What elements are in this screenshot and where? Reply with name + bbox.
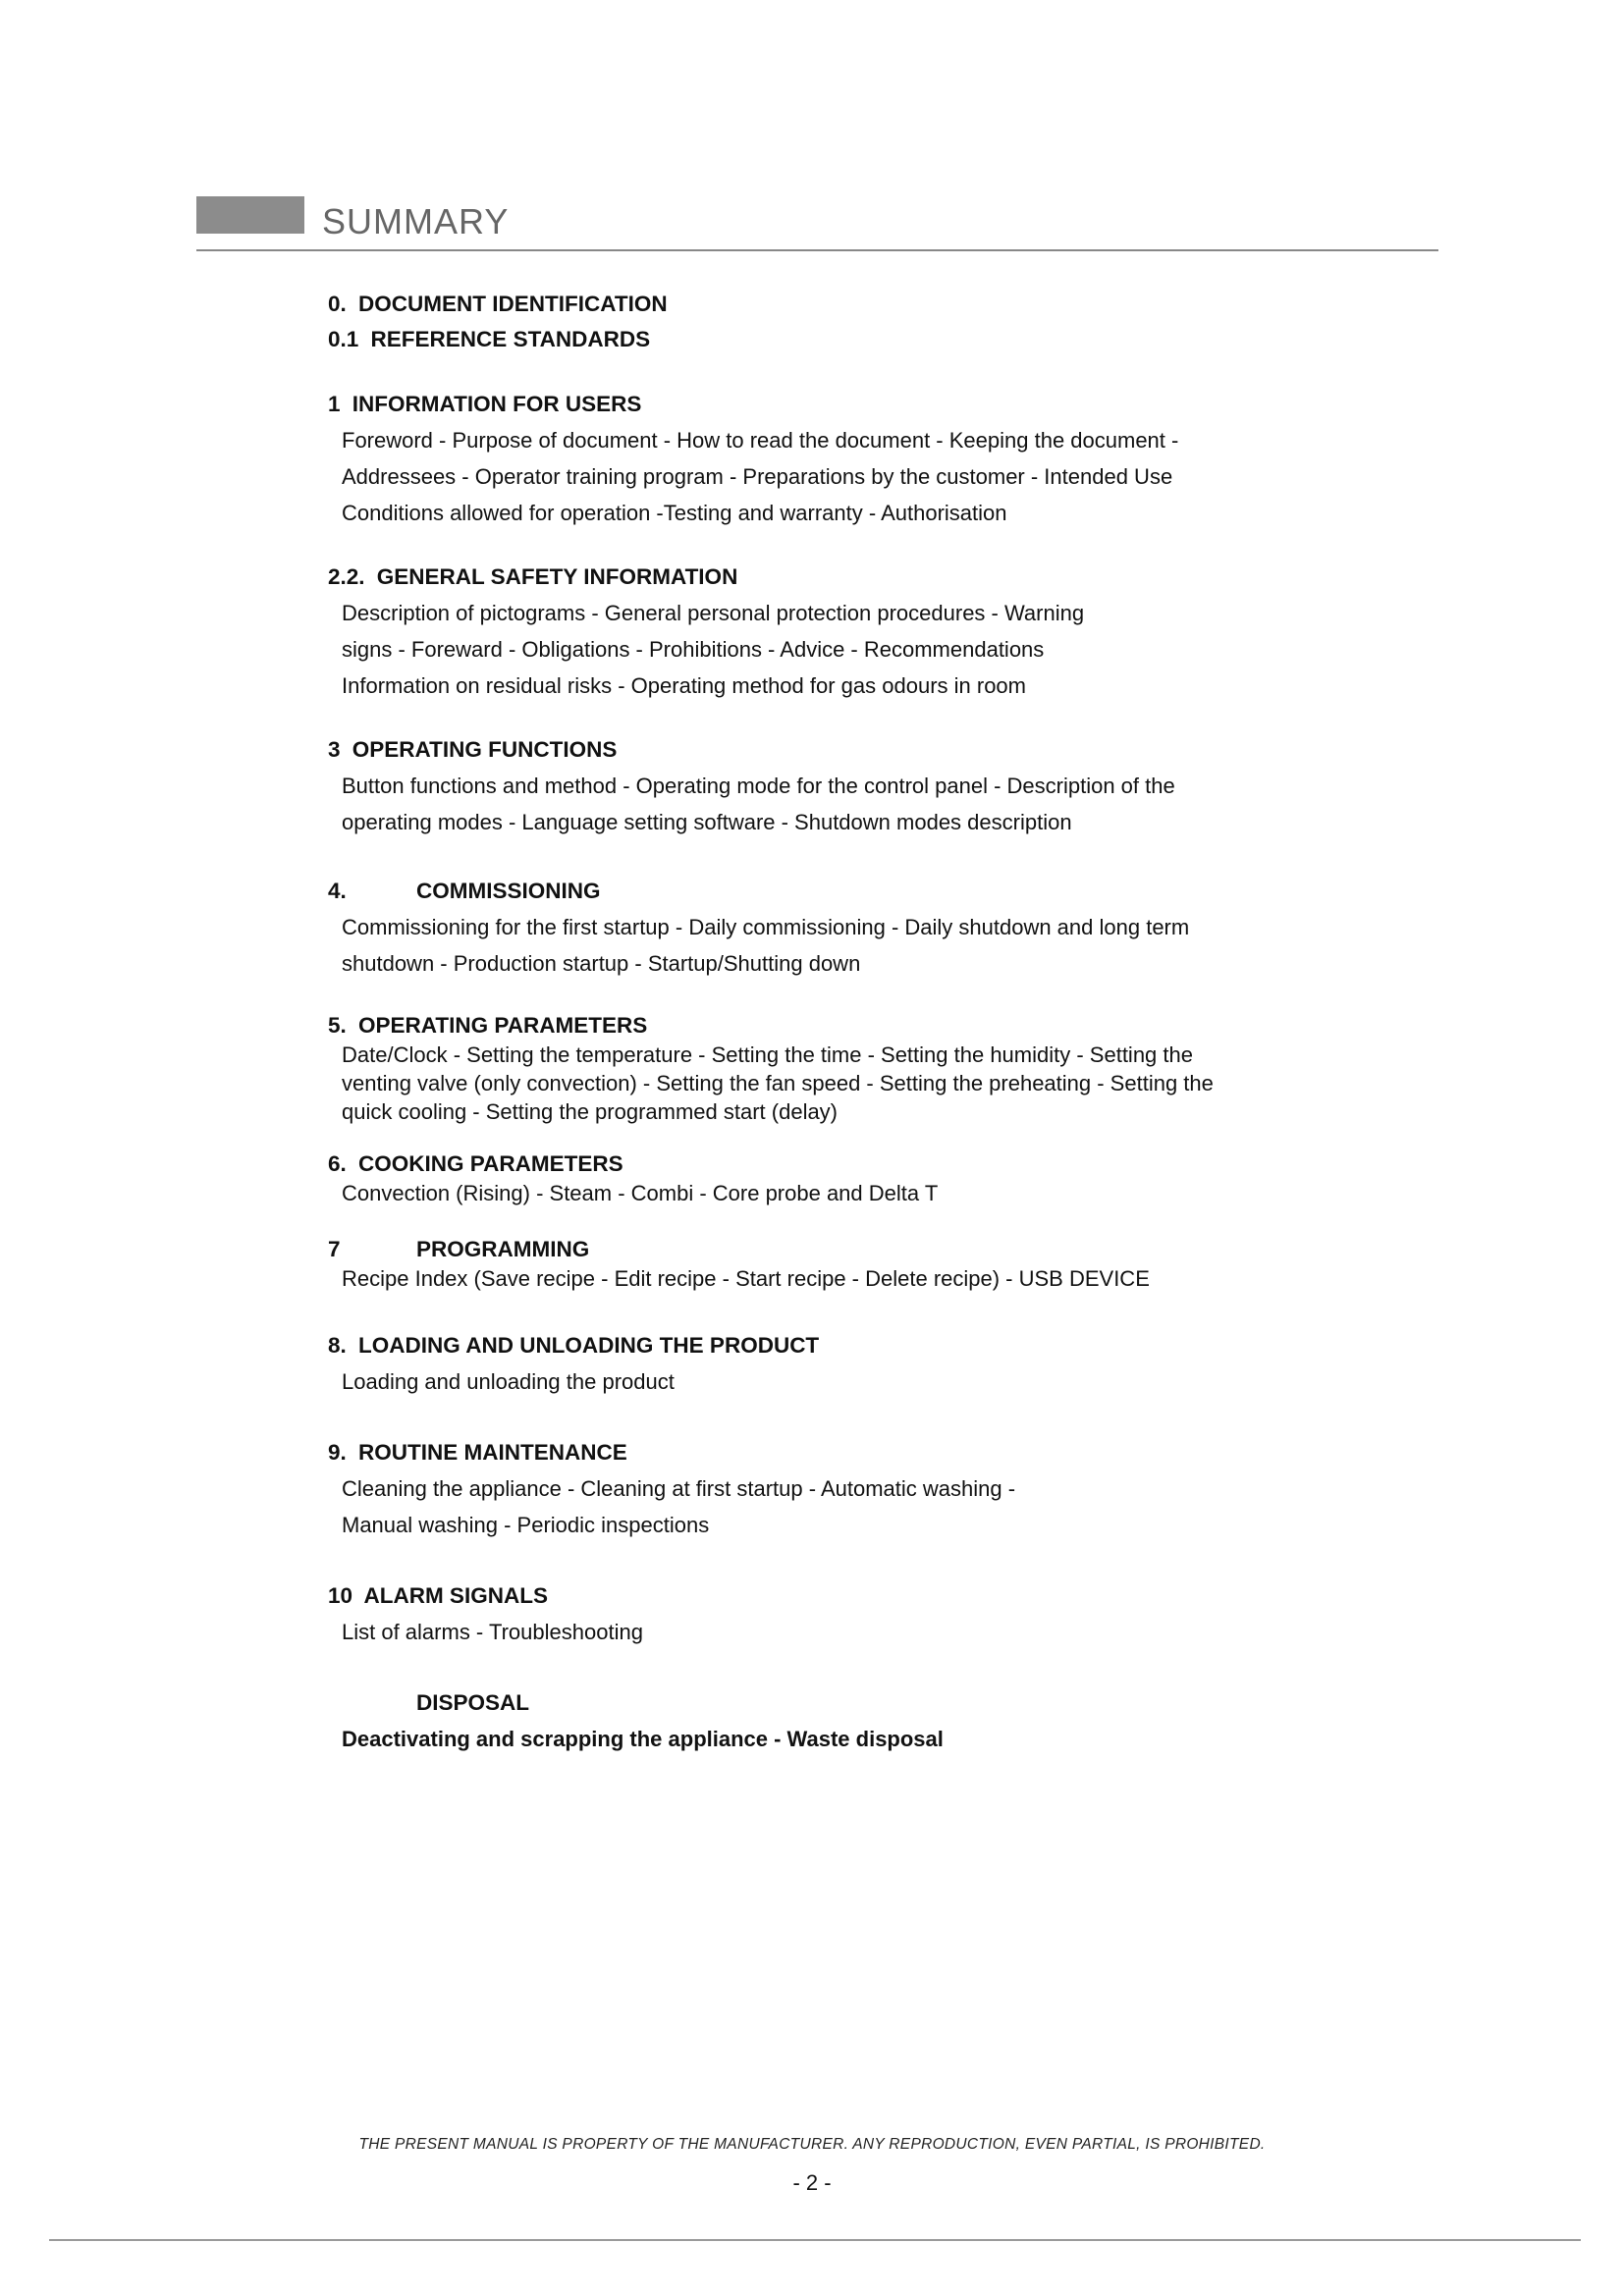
section-number: 3	[328, 737, 341, 762]
section-title: LOADING AND UNLOADING THE PRODUCT	[358, 1333, 820, 1358]
section-description-line: Description of pictograms - General personal protection procedures - Warning	[342, 601, 1085, 625]
toc-section-2-2	[328, 560, 1418, 704]
section-title: INFORMATION FOR USERS	[352, 392, 642, 416]
section-description-line: Deactivating and scrapping the appliance - Waste disposal	[342, 1727, 944, 1751]
toc-section-0	[328, 287, 1418, 322]
section-heading	[416, 1685, 1418, 1721]
toc-section-0-1	[328, 322, 1418, 357]
summary-header	[196, 196, 1438, 255]
page-title: SUMMARY	[322, 201, 510, 241]
section-description-line: operating modes - Language setting software - Shutdown modes description	[342, 810, 1072, 834]
section-number: 2.2.	[328, 564, 365, 589]
section-number: 8.	[328, 1333, 347, 1358]
section-description-line: quick cooling - Setting the programmed start (delay)	[342, 1099, 839, 1124]
section-title: PROGRAMMING	[416, 1237, 590, 1261]
section-heading	[328, 1435, 1418, 1470]
section-number: 9.	[328, 1440, 347, 1465]
toc-section-disposal	[328, 1685, 1418, 1757]
table-of-contents	[328, 287, 1418, 1757]
header-grey-block	[196, 196, 304, 234]
toc-section-4	[328, 874, 1418, 982]
section-number: 10	[328, 1583, 353, 1608]
section-heading	[328, 1149, 1418, 1179]
section-number: 0.1	[328, 327, 359, 351]
toc-section-7	[328, 1235, 1418, 1293]
section-heading	[328, 1328, 1418, 1363]
section-title: DOCUMENT IDENTIFICATION	[358, 292, 668, 316]
section-title: GENERAL SAFETY INFORMATION	[376, 564, 738, 589]
page-number: - 2 -	[792, 2170, 832, 2195]
toc-section-1	[328, 387, 1418, 531]
section-number: 6.	[328, 1151, 347, 1176]
section-description-line: Cleaning the appliance - Cleaning at first startup - Automatic washing -	[342, 1476, 1016, 1501]
section-heading	[328, 387, 1418, 422]
section-description-line: List of alarms - Troubleshooting	[342, 1620, 643, 1644]
section-description-line: Date/Clock - Setting the temperature - Setting the time - Setting the humidity - Setting the	[342, 1042, 1193, 1067]
section-description-line: signs - Foreward - Obligations - Prohibitions - Advice - Recommendations	[342, 637, 1045, 662]
toc-section-3	[328, 732, 1418, 840]
section-heading	[328, 287, 1418, 322]
toc-section-8	[328, 1328, 1418, 1400]
section-title: COMMISSIONING	[416, 879, 601, 903]
section-description-line: Conditions allowed for operation -Testing and warranty - Authorisation	[342, 501, 1007, 525]
toc-section-6	[328, 1149, 1418, 1207]
section-number: 7	[328, 1237, 341, 1261]
section-number: 4.	[328, 879, 347, 903]
toc-section-10	[328, 1578, 1418, 1650]
toc-section-9	[328, 1435, 1418, 1543]
section-heading	[328, 1011, 1418, 1041]
section-description-line: Manual washing - Periodic inspections	[342, 1513, 710, 1537]
section-number: 5.	[328, 1013, 347, 1038]
section-heading	[328, 1235, 1418, 1264]
footer-rule	[49, 2239, 1581, 2241]
section-title: OPERATING FUNCTIONS	[352, 737, 618, 762]
section-title: ALARM SIGNALS	[363, 1583, 548, 1608]
section-description-line: Button functions and method - Operating mode for the control panel - Description of the	[342, 774, 1175, 798]
section-heading	[328, 322, 1418, 357]
section-description-line: Addressees - Operator training program - Preparations by the customer - Intended Use	[342, 464, 1173, 489]
section-description-line: venting valve (only convection) - Setting the fan speed - Setting the preheating - Setting the	[342, 1071, 1214, 1095]
section-title: REFERENCE STANDARDS	[370, 327, 651, 351]
section-description-line: Commissioning for the first startup - Daily commissioning - Daily shutdown and long term	[342, 915, 1190, 939]
header-rule	[196, 249, 1438, 251]
section-title: DISPOSAL	[416, 1690, 530, 1715]
section-description-line: Convection (Rising) - Steam - Combi - Core probe and Delta T	[342, 1181, 939, 1205]
section-description-line: Information on residual risks - Operating method for gas odours in room	[342, 673, 1026, 698]
section-number: 0.	[328, 292, 347, 316]
section-description-line: shutdown - Production startup - Startup/Shutting down	[342, 951, 861, 976]
section-heading	[328, 732, 1418, 768]
section-description-line: Recipe Index (Save recipe - Edit recipe - Start recipe - Delete recipe) - USB DEVICE	[342, 1266, 1150, 1291]
toc-section-5	[328, 1011, 1418, 1126]
section-title: COOKING PARAMETERS	[358, 1151, 623, 1176]
section-heading	[328, 560, 1418, 595]
section-heading	[328, 1578, 1418, 1614]
copyright-notice: THE PRESENT MANUAL IS PROPERTY OF THE MANUFACTURER. ANY REPRODUCTION, EVEN PARTIAL, IS PROHIBITED.	[358, 2136, 1266, 2153]
section-number: 1	[328, 392, 341, 416]
section-title: OPERATING PARAMETERS	[358, 1013, 648, 1038]
section-description-line: Loading and unloading the product	[342, 1369, 675, 1394]
section-heading	[328, 874, 1418, 909]
section-title: ROUTINE MAINTENANCE	[358, 1440, 627, 1465]
section-description-line: Foreword - Purpose of document - How to read the document - Keeping the document -	[342, 428, 1179, 453]
